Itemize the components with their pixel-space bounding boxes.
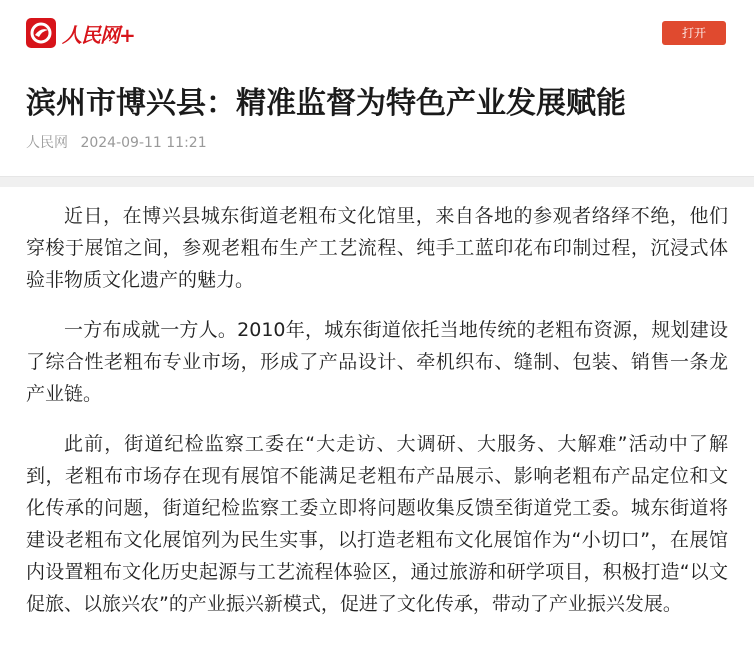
article-meta xyxy=(26,132,207,152)
open-app-button[interactable]: 打开 xyxy=(662,21,726,45)
article-paragraph: 一方布成就一方人。2010年，城东街道依托当地传统的老粗布资源，规划建设了综合性老粗布专业市场，形成了产品设计、牵机织布、缝制、包装、销售一条龙产业链。 xyxy=(26,319,728,405)
article-paragraph: 近日，在博兴县城东街道老粗布文化馆里，来自各地的参观者络绎不绝，他们穿梭于展馆之间，参观老粗布生产工艺流程、纯手工蓝印花布印制过程，沉浸式体验非物质文化遗产的魅力。 xyxy=(26,205,728,291)
article-header xyxy=(0,64,754,176)
people-logo-icon xyxy=(26,18,56,48)
top-bar xyxy=(0,0,754,64)
article-body xyxy=(26,200,728,638)
article-source: 人民网 xyxy=(26,135,68,151)
logo-text: 人民网+ xyxy=(62,22,135,47)
article-title: 滨州市博兴县：精准监督为特色产业发展赋能 xyxy=(26,86,626,121)
app-logo[interactable] xyxy=(26,18,135,48)
article-datetime: 2024-09-11 11:21 xyxy=(80,135,207,151)
article-paragraph: 此前，街道纪检监察工委在“大走访、大调研、大服务、大解难”活动中了解到，老粗布市场存在现有展馆不能满足老粗布产品展示、影响老粗布产品定位和文化传承的问题，街道纪检监察工委立即将问题收集反馈至街道党工委。城东街道将建设老粗布文化展馆列为民生实事，以打造老粗布文化展馆作为“小切口”，在展馆内设置粗布文化历史起源与工艺流程体验区，通过旅游和研学项目，积极打造“以文促旅、以旅兴农”的产业振兴新模式，促进了文化传承，带动了产业振兴发展。 xyxy=(26,433,728,615)
section-divider xyxy=(0,176,754,187)
